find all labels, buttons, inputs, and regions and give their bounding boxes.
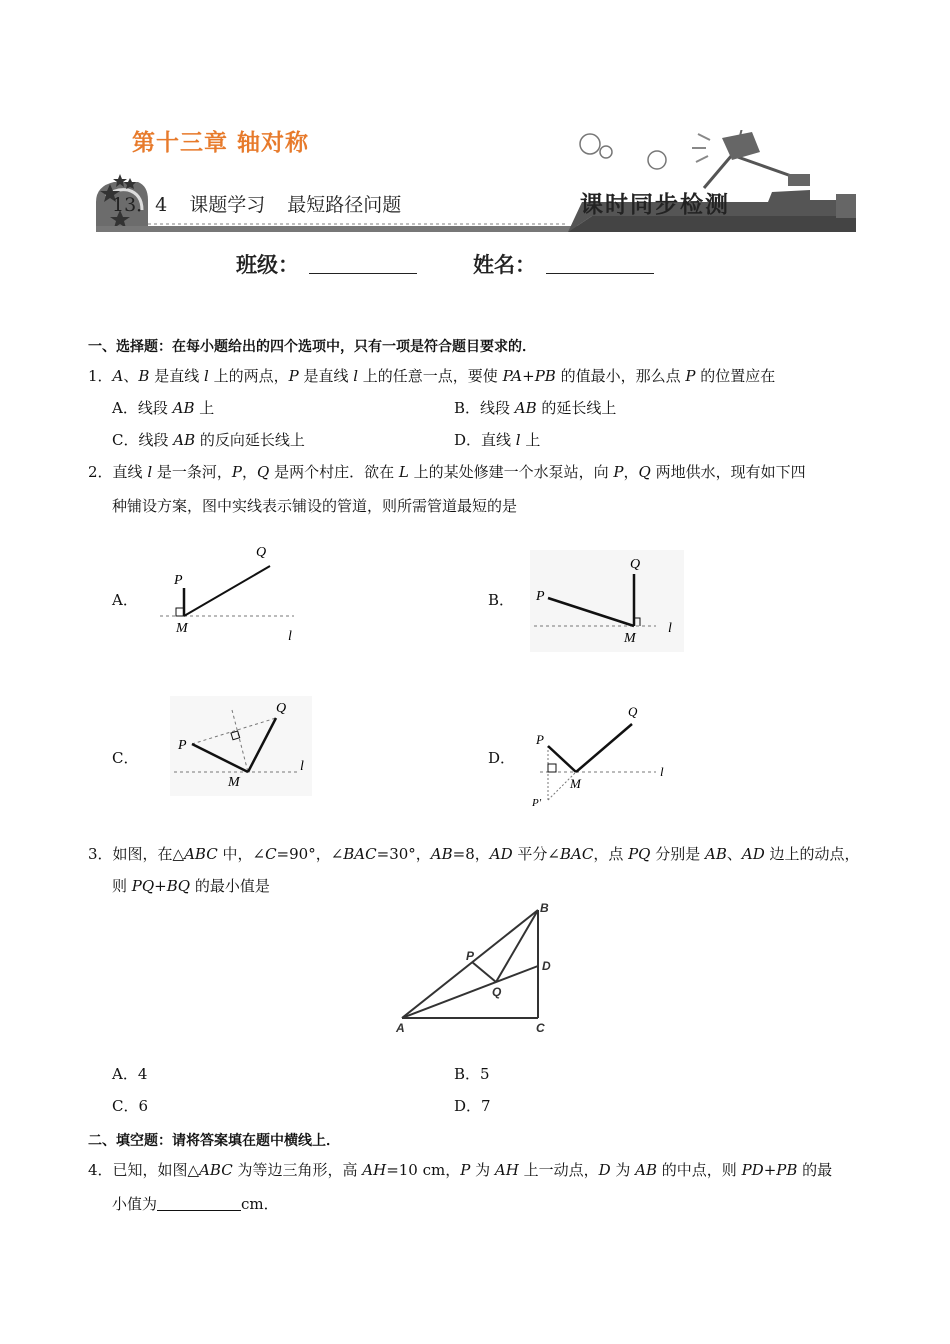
- q4-stem-line1: 4．已知，如图△ABC 为等边三角形，高 AH=10 cm，P 为 AH 上一动点，D 为 AB 的中点，则 PD+PB 的最: [88, 1161, 833, 1179]
- q2-option-d[interactable]: D．: [488, 749, 516, 767]
- q3-option-c[interactable]: C．6: [112, 1097, 149, 1115]
- q1-option-a[interactable]: A．线段 AB 上: [112, 399, 215, 417]
- name-label: 姓名：: [473, 252, 536, 277]
- fig-a-label-p: P: [174, 573, 183, 588]
- lesson-number: 13．4: [112, 194, 168, 216]
- q1-option-b[interactable]: B．线段 AB 的延长线上: [454, 399, 617, 417]
- lesson-topic: 最短路径问题: [287, 194, 402, 216]
- lesson-title: [112, 190, 423, 217]
- q2-figure-c: [170, 696, 312, 796]
- fig-a-label-l: l: [288, 629, 292, 644]
- fig-d-label-l: l: [660, 764, 664, 779]
- section1-heading: 一、选择题：在每小题给出的四个选项中，只有一项是符合题目要求的．: [88, 339, 536, 355]
- lesson-type: 课题学习: [189, 194, 266, 216]
- q3-option-a[interactable]: A．4: [112, 1065, 148, 1083]
- fig-c-label-p: P: [178, 738, 187, 753]
- fig-a-label-m: M: [176, 621, 188, 636]
- name-field[interactable]: [546, 254, 654, 274]
- q3-label-a: A: [396, 1021, 405, 1035]
- q3-triangle-figure: [392, 900, 562, 1038]
- q2-stem-line1: 2．直线 l 是一条河，P，Q 是两个村庄．欲在 L 上的某处修建一个水泵站，向 P，Q 两地供水，现有如下四: [88, 463, 806, 481]
- fig-d-label-p-prime: P': [532, 797, 542, 809]
- q4-stem-line2: 小值为 cm．: [112, 1195, 279, 1213]
- q2-figure-b: [530, 550, 684, 652]
- q4-answer-blank[interactable]: [157, 1196, 241, 1211]
- q3-label-b: B: [540, 901, 549, 915]
- fig-b-label-p: P: [536, 589, 545, 604]
- class-label: 班级：: [236, 252, 299, 277]
- q3-label-q: Q: [492, 985, 502, 999]
- q3-stem-line2: 则 PQ+BQ 的最小值是: [112, 877, 270, 895]
- fig-c-label-q: Q: [276, 701, 287, 716]
- q3-label-c: C: [536, 1021, 545, 1035]
- fig-b-label-q: Q: [630, 557, 641, 572]
- fig-b-label-m: M: [624, 631, 636, 646]
- fig-d-label-m: M: [570, 776, 581, 791]
- q3-label-d: D: [542, 959, 551, 973]
- fig-b-label-l: l: [668, 621, 672, 636]
- q2-option-c[interactable]: C．: [112, 749, 139, 767]
- chapter-title: 第十三章 轴对称: [132, 130, 310, 156]
- q3-option-b[interactable]: B．5: [454, 1065, 490, 1083]
- student-info-row: [236, 249, 654, 279]
- q2-figure-a: [158, 536, 308, 646]
- section2-heading: 二、填空题：请将答案填在题中横线上．: [88, 1133, 340, 1149]
- fig-d-label-q: Q: [628, 704, 638, 719]
- fig-a-label-q: Q: [256, 545, 267, 560]
- class-field[interactable]: [309, 254, 417, 274]
- q1-option-c[interactable]: C．线段 AB 的反向延长线上: [112, 431, 305, 449]
- fig-c-label-l: l: [300, 759, 304, 774]
- fig-c-label-m: M: [228, 775, 240, 790]
- brand-title: 课时同步检测: [580, 191, 730, 218]
- q1-stem: 1．A、B 是直线 l 上的两点，P 是直线 l 上的任意一点，要使 PA+PB 的值最小，那么点 P 的位置应在: [88, 367, 776, 385]
- q3-option-d[interactable]: D．7: [454, 1097, 491, 1115]
- q2-figure-d: [528, 696, 672, 814]
- fig-d-label-p: P: [536, 732, 544, 747]
- q2-option-a[interactable]: A．: [112, 591, 138, 609]
- q1-option-d[interactable]: D．直线 l 上: [454, 431, 541, 449]
- q2-option-b[interactable]: B．: [488, 591, 515, 609]
- q2-stem-line2: 种铺设方案，图中实线表示铺设的管道，则所需管道最短的是: [112, 497, 518, 515]
- q3-stem-line1: 3．如图，在△ABC 中，∠C=90°，∠BAC=30°，AB=8，AD 平分∠BAC，点 PQ 分别是 AB、AD 边上的动点，: [88, 845, 860, 863]
- q3-label-p: P: [466, 949, 475, 963]
